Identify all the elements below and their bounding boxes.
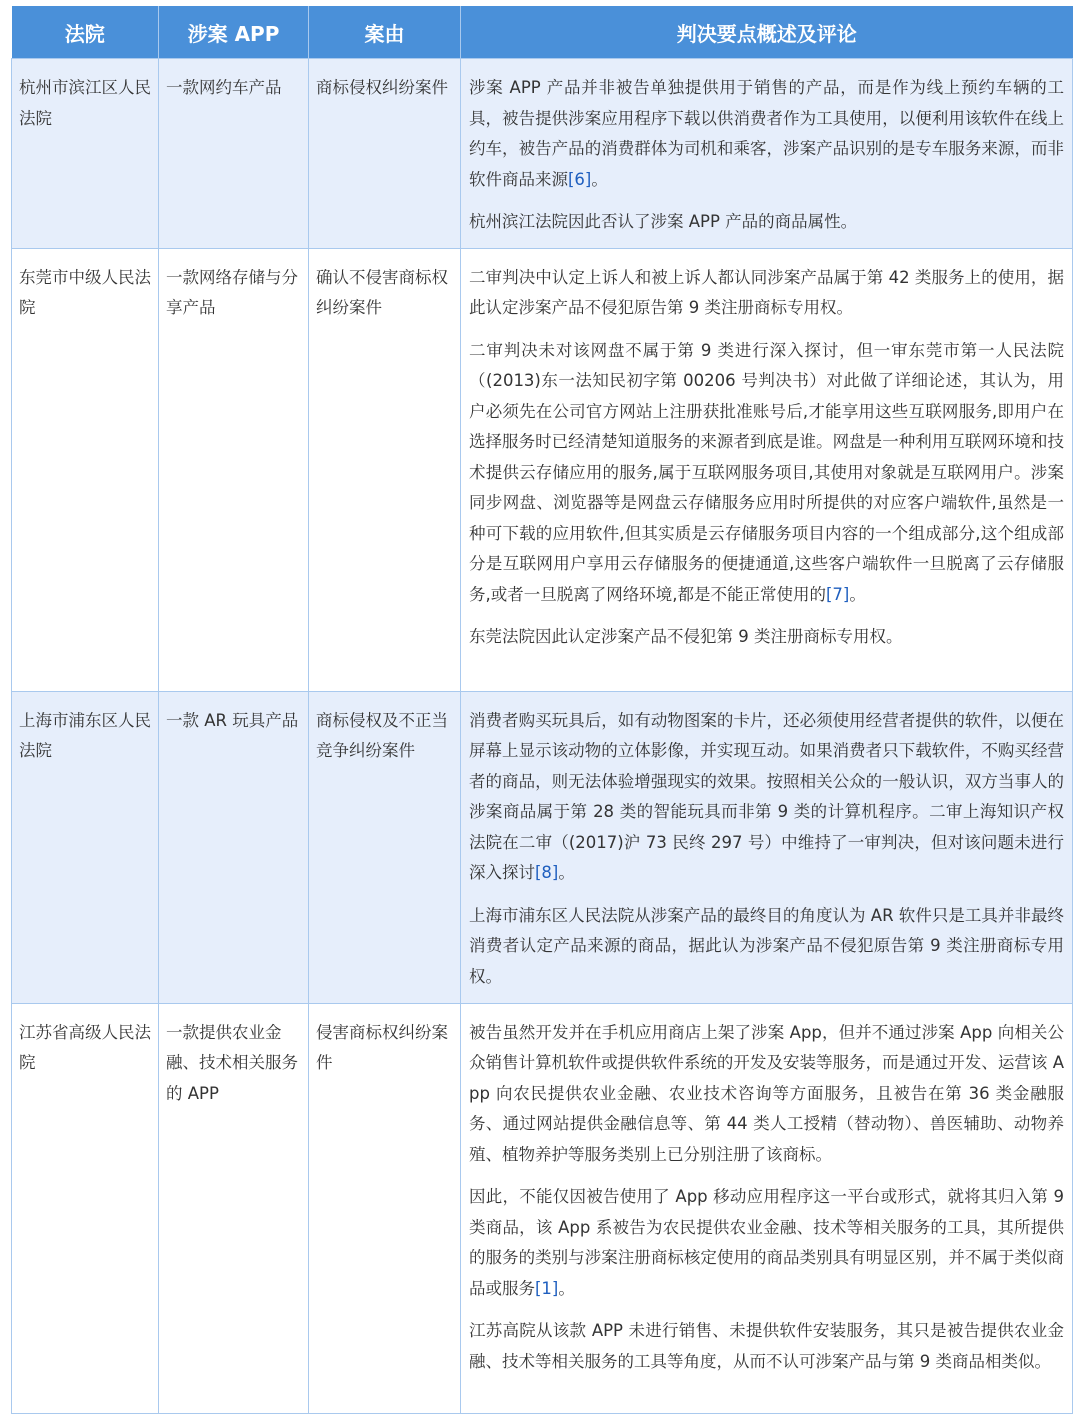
summary-paragraph: 涉案 APP 产品并非被告单独提供用于销售的产品，而是作为线上预约车辆的工具，被告提供涉案应用程序下载以供消费者作为工具使用，以便利用该软件在线上约车，被告产品的消费群体为司机和乘客，涉案产品识别的是专车服务来源，而非软件商品来源[6]。 — [469, 78, 1064, 189]
summary-cell — [461, 1003, 1073, 1413]
header-app: 涉案 APP — [159, 6, 309, 59]
header-row — [12, 6, 1073, 59]
header-cause: 案由 — [309, 6, 461, 59]
summary-paragraph: 江苏高院从该款 APP 未进行销售、未提供软件安装服务，其只是被告提供农业金融、技术等相关服务的工具等角度，从而不认可涉案产品与第 9 类商品相类似。 — [469, 1321, 1064, 1371]
judgment-table — [11, 6, 1073, 1414]
app-cell: 一款网络存储与分享产品 — [159, 248, 309, 691]
app-cell: 一款网约车产品 — [159, 59, 309, 249]
app-cell: 一款 AR 玩具产品 — [159, 691, 309, 1003]
summary-paragraph: 二审判决未对该网盘不属于第 9 类进行深入探讨，但一审东莞市第一人民法院（(2013)东一法知民初字第 00206 号判决书）对此做了详细论述，其认为，用户必须先在公司官方网站上注册获批准账号后,才能享用这些互联网服务,即用户在选择服务时已经清楚知道服务的来源者到底是谁。网盘是一种利用互联网环境和技术提供云存储应用的服务,属于互联网服务项目,其使用对象就是互联网用户。涉案同步网盘、浏览器等是网盘云存储服务应用时所提供的对应客户端软件,虽然是一种可下载的应用软件,但其实质是云存储服务项目内容的一个组成部分,这个组成部分是互联网用户享用云存储服务的便捷通道,这些客户端软件一旦脱离了云存储服务,或者一旦脱离了网络环境,都是不能正常使用的[7]。 — [469, 340, 1064, 604]
summary-paragraph: 东莞法院因此认定涉案产品不侵犯第 9 类注册商标专用权。 — [469, 627, 903, 646]
summary-paragraph: 二审判决中认定上诉人和被上诉人都认同涉案产品属于第 42 类服务上的使用，据此认定涉案产品不侵犯原告第 9 类注册商标专用权。 — [469, 267, 1064, 317]
cause-cell: 侵害商标权纠纷案件 — [309, 1003, 461, 1413]
cause-cell: 商标侵权纠纷案件 — [309, 59, 461, 249]
summary-paragraph: 因此，不能仅因被告使用了 App 移动应用程序这一平台或形式，就将其归入第 9 类商品，该 App 系被告为农民提供农业金融、技术等相关服务的工具，其所提供的服务的类别与涉案注册商标核定使用的商品类别具有明显区别，并不属于类似商品或服务[1]。 — [469, 1187, 1064, 1298]
summary-cell — [461, 691, 1073, 1003]
summary-paragraph: 杭州滨江法院因此否认了涉案 APP 产品的商品属性。 — [469, 212, 858, 231]
court-cell: 上海市浦东区人民法院 — [12, 691, 159, 1003]
court-cell: 东莞市中级人民法院 — [12, 248, 159, 691]
app-cell: 一款提供农业金融、技术相关服务的 APP — [159, 1003, 309, 1413]
reference-link[interactable]: [6] — [568, 169, 592, 189]
summary-paragraph: 被告虽然开发并在手机应用商店上架了涉案 App，但并不通过涉案 App 向相关公众销售计算机软件或提供软件系统的开发及安装等服务，而是通过开发、运营该 App 向农民提供农业金融、农业技术咨询等方面服务，且被告在第 36 类金融服务、通过网站提供金融信息等、第 44 类人工授精（替动物）、兽医辅助、动物养殖、植物养护等服务类别上已分别注册了该商标。 — [469, 1022, 1064, 1164]
summary-cell — [461, 248, 1073, 691]
cause-cell: 确认不侵害商标权纠纷案件 — [309, 248, 461, 691]
header-court: 法院 — [12, 6, 159, 59]
cause-cell: 商标侵权及不正当竞争纠纷案件 — [309, 691, 461, 1003]
summary-paragraph: 上海市浦东区人民法院从涉案产品的最终目的角度认为 AR 软件只是工具并非最终消费者认定产品来源的商品，据此认为涉案产品不侵犯原告第 9 类注册商标专用权。 — [469, 905, 1064, 986]
court-cell: 杭州市滨江区人民法院 — [12, 59, 159, 249]
reference-link[interactable]: [7] — [826, 584, 850, 604]
judgment-table-container — [11, 6, 1072, 1414]
table-row — [12, 1003, 1073, 1413]
table-row — [12, 248, 1073, 691]
summary-cell — [461, 59, 1073, 249]
summary-paragraph: 消费者购买玩具后，如有动物图案的卡片，还必须使用经营者提供的软件，以便在屏幕上显示该动物的立体影像，并实现互动。如果消费者只下载软件，不购买经营者的商品，则无法体验增强现实的效果。按照相关公众的一般认识，双方当事人的涉案商品属于第 28 类的智能玩具而非第 9 类的计算机程序。二审上海知识产权法院在二审（(2017)沪 73 民终 297 号）中维持了一审判决，但对该问题未进行深入探讨[8]。 — [469, 710, 1064, 882]
table-row — [12, 59, 1073, 249]
reference-link[interactable]: [8] — [535, 863, 559, 882]
court-cell: 江苏省高级人民法院 — [12, 1003, 159, 1413]
reference-link[interactable]: [1] — [535, 1278, 559, 1298]
header-summary: 判决要点概述及评论 — [461, 6, 1073, 59]
table-row — [12, 691, 1073, 1003]
